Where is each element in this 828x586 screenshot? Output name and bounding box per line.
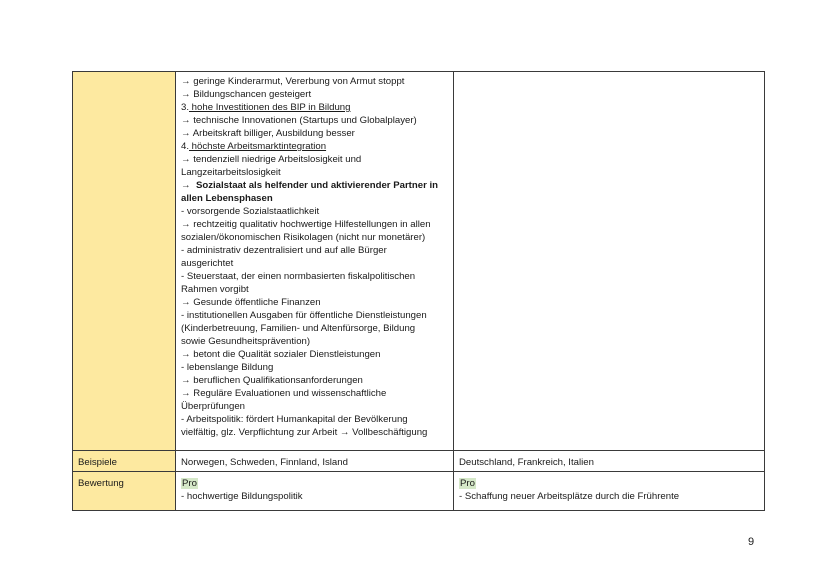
text-line: → Reguläre Evaluationen und wissenschaftliche — [181, 388, 387, 399]
text-line: → Arbeitskraft billiger, Ausbildung besser — [181, 128, 355, 139]
text-line: → beruflichen Qualifikationsanforderungen — [181, 375, 363, 386]
text-line: → Gesunde öffentliche Finanzen — [181, 297, 321, 308]
text-line: Rahmen vorgibt — [181, 284, 249, 295]
text-line: - vorsorgende Sozialstaatlichkeit — [181, 206, 320, 217]
table-row — [73, 72, 765, 451]
text-line: - Arbeitspolitik: fördert Humankapital der Bevölkerung — [181, 414, 408, 425]
text-line: → geringe Kinderarmut, Vererbung von Armut stoppt — [181, 76, 405, 87]
pro-label: Pro — [182, 478, 197, 489]
content-table — [72, 71, 765, 511]
text-line: - institutionellen Ausgaben für öffentliche Dienstleistungen — [181, 310, 427, 321]
text-line: ausgerichtet — [181, 258, 234, 269]
row-label-bewertung: Bewertung — [73, 472, 176, 511]
pro-label: Pro — [460, 478, 475, 489]
text-line: sozialen/ökonomischen Risikolagen (nicht nur monetärer) — [181, 232, 426, 243]
heading-number: 4. — [181, 141, 190, 152]
table-row-beispiele — [73, 451, 765, 472]
beispiele-col-a: Norwegen, Schweden, Finnland, Island — [176, 451, 454, 472]
page-number: 9 — [748, 536, 755, 548]
numbered-heading — [181, 101, 448, 114]
text-line: → technische Innovationen (Startups und Globalplayer) — [181, 115, 417, 126]
text-line: - administrativ dezentralisiert und auf alle Bürger — [181, 245, 387, 256]
row-label-beispiele: Beispiele — [73, 451, 176, 472]
arrow-icon: → — [181, 180, 191, 191]
text-line: (Kinderbetreuung, Familien- und Altenfürsorge, Bildung — [181, 323, 416, 334]
heading-number: 3. — [181, 102, 190, 113]
text-line: → Bildungschancen gesteigert — [181, 89, 312, 100]
text-line: → rechtzeitig qualitativ hochwertige Hilfestellungen in allen — [181, 219, 431, 230]
beispiele-col-b: Deutschland, Frankreich, Italien — [454, 451, 765, 472]
bold-line: allen Lebensphasen — [181, 193, 273, 204]
bewertung-col-b — [454, 472, 765, 511]
main-content-cell — [176, 72, 454, 451]
label-cell-empty — [73, 72, 176, 451]
text-line: Überprüfungen — [181, 401, 246, 412]
table-row-bewertung — [73, 472, 765, 511]
heading-text: höchste Arbeitsmarktintegration — [189, 141, 327, 152]
numbered-heading — [181, 140, 448, 153]
bewertung-col-a — [176, 472, 454, 511]
text-line: → betont die Qualität sozialer Dienstleistungen — [181, 349, 381, 360]
text-line: - Steuerstaat, der einen normbasierten fiskalpolitischen — [181, 271, 416, 282]
text-line: → tendenziell niedrige Arbeitslosigkeit und — [181, 154, 362, 165]
bewertung-text: - hochwertige Bildungspolitik — [181, 491, 303, 502]
text-line: Langzeitarbeitslosigkeit — [181, 167, 281, 178]
empty-cell — [454, 72, 765, 451]
text-line: vielfältig, glz. Verpflichtung zur Arbeit → Vollbeschäftigung — [181, 427, 428, 438]
bold-line — [181, 179, 448, 192]
bold-text: Sozialstaat als helfender und aktivierender Partner in — [195, 180, 438, 191]
text-line: - lebenslange Bildung — [181, 362, 274, 373]
bewertung-text: - Schaffung neuer Arbeitsplätze durch die Frührente — [459, 491, 680, 502]
heading-text: hohe Investitionen des BIP in Bildung — [189, 102, 351, 113]
text-line: sowie Gesundheitsprävention) — [181, 336, 311, 347]
